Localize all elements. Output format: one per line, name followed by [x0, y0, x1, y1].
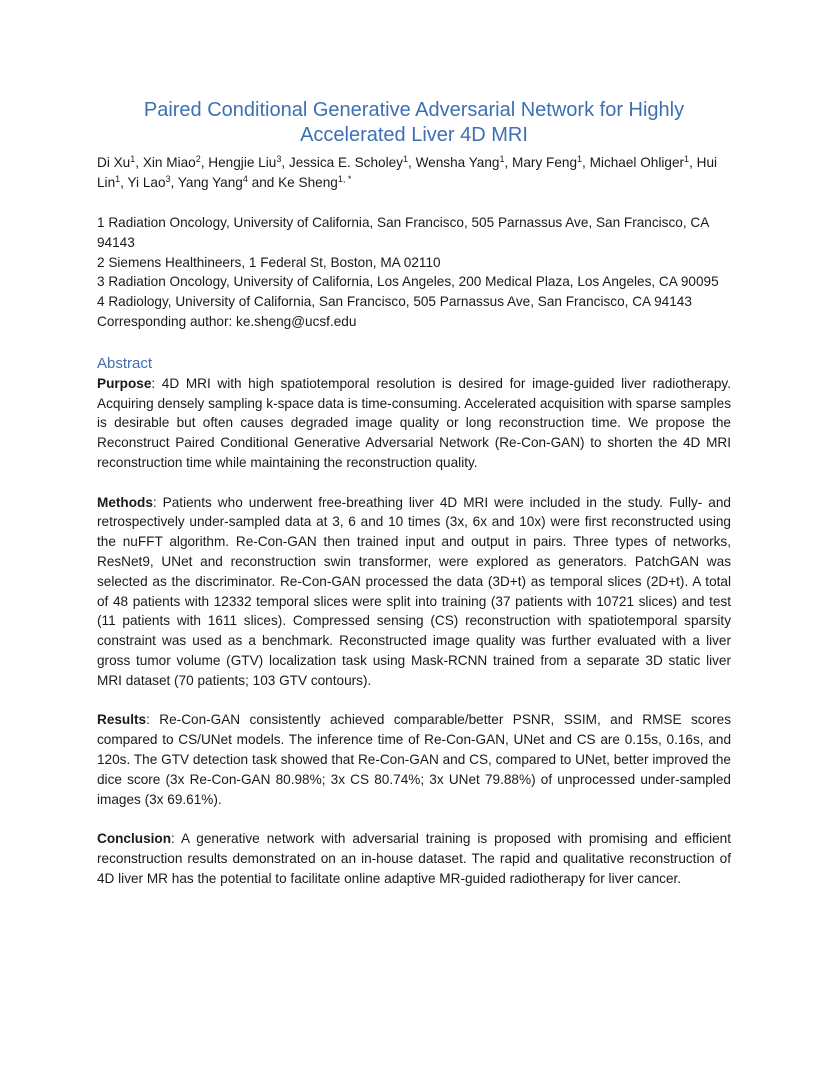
author-affiliation-mark: 3 [165, 173, 171, 184]
author-affiliation-mark: 1 [577, 154, 583, 164]
author: Hui Lin [97, 155, 718, 190]
author-separator: , [504, 155, 513, 170]
author-separator: , [120, 174, 128, 190]
author-affiliation-mark: 1 [130, 154, 136, 164]
author-list [97, 153, 731, 192]
paper-title-line-1: Paired Conditional Generative Adversarial Network for Highly [143, 99, 685, 121]
paper-title-line-2: Accelerated Liver 4D MRI [300, 124, 528, 146]
author-separator: , [200, 155, 209, 170]
section-label-results: Results [97, 712, 147, 728]
section-text-methods: : Patients who underwent free-breathing liver 4D MRI were included in the study. Fully- and retrospectively under-sampled data at 3, 6 and 10 times (3x, 6x and 10x) were first reconstructed using the nuFFT algorithm. Re-Con-GAN then trained input and output in pairs. Three types of networks, ResNet9, UNet and reconstruction swin transformer, were explored as generators. PatchGAN was selected as the discriminator. Re-Con-GAN processed the data (3D+t) as temporal slices (2D+t). A total of 48 patients with 12332 temporal slices were split into training (37 patients with 10721 slices) and test (11 patients with 1611 slices). Compressed sensing (CS) reconstruction with spatiotemporal sparsity constraint was used as a benchmark. Reconstructed image quality was further evaluated with a liver gross tumor volume (GTV) localization task using Mask-RCNN trained from a separate 3D static liver MRI dataset (70 patients; 103 GTV contours). [97, 494, 731, 688]
affiliation-2: 2 Siemens Healthineers, 1 Federal St, Boston, MA 02110 [97, 254, 441, 270]
section-label-methods: Methods [97, 494, 153, 510]
author-separator: , [689, 155, 697, 170]
author-affiliation-mark: 1 [402, 154, 408, 164]
paper-title [97, 98, 731, 148]
abstract-conclusion [97, 829, 731, 888]
section-text-purpose: : 4D MRI with high spatiotemporal resolution is desired for image-guided liver radiotherapy. Acquiring densely sampling k-space data is time-consuming. Accelerated acquisition with sparse samples is desirable but often causes degraded image quality or long reconstruction time. We propose the Reconstruct Paired Conditional Generative Adversarial Network (Re-Con-GAN) to shorten the 4D MRI reconstruction time while maintaining the reconstruction quality. [97, 375, 731, 470]
section-text-results: : Re-Con-GAN consistently achieved comparable/better PSNR, SSIM, and RMSE scores compared to CS/UNet models. The inference time of Re-Con-GAN, UNet and CS are 0.15s, 0.16s, and 120s. The GTV detection task showed that Re-Con-GAN and CS, compared to UNet, better improved the dice score (3x Re-Con-GAN 80.98%; 3x CS 80.74%; 3x UNet 79.88%) of unprocessed under-sampled images (3x 69.61%). [97, 712, 731, 807]
author: Xin Miao [142, 155, 196, 170]
author-separator: , [408, 155, 416, 170]
author: Mary Feng [512, 155, 578, 170]
author-separator: , [582, 155, 590, 170]
author-affiliation-mark: 2 [195, 154, 201, 164]
author-separator: , [281, 155, 289, 170]
affiliation-list [97, 213, 731, 332]
author: Yi Lao [127, 174, 166, 190]
abstract-methods [97, 493, 731, 691]
author-affiliation-mark: 1 [684, 154, 690, 164]
author: Ke Sheng [278, 174, 338, 190]
affiliation-4: 4 Radiology, University of California, San Francisco, 505 Parnassus Ave, San Francisco, CA 94143 [97, 294, 692, 310]
author-separator: , [135, 155, 143, 170]
author-separator: and [247, 174, 279, 190]
author: Di Xu [97, 155, 131, 170]
abstract-heading: Abstract [97, 354, 153, 372]
affiliation-1: 1 Radiation Oncology, University of California, San Francisco, 505 Parnassus Ave, San Francisco, CA 94143 [97, 215, 709, 250]
author-affiliation-mark: 4 [242, 173, 248, 184]
abstract-purpose [97, 374, 731, 473]
affiliation-3: 3 Radiation Oncology, University of California, Los Angeles, 200 Medical Plaza, Los Angeles, CA 90095 [97, 274, 719, 290]
author-affiliation-mark: 1 [115, 173, 121, 184]
author-separator: , [170, 174, 178, 190]
author: Yang Yang [177, 174, 243, 190]
abstract-results [97, 710, 731, 809]
author: Hengjie Liu [208, 155, 277, 170]
author-affiliation-mark: 1, * [337, 173, 352, 184]
paper-page [97, 98, 731, 889]
author-affiliation-mark: 3 [276, 154, 282, 164]
section-label-conclusion: Conclusion [97, 831, 172, 847]
author-affiliation-mark: 1 [499, 154, 505, 164]
section-text-conclusion: : A generative network with adversarial training is proposed with promising and efficient reconstruction results demonstrated on an in-house dataset. The rapid and qualitative reconstruction of 4D liver MR has the potential to facilitate online adaptive MR-guided radiotherapy for liver cancer. [97, 831, 731, 886]
author: Wensha Yang [415, 155, 500, 170]
author: Jessica E. Scholey [288, 155, 403, 170]
section-label-purpose: Purpose [97, 375, 152, 391]
author: Michael Ohliger [589, 155, 685, 170]
corresponding-author: Corresponding author: ke.sheng@ucsf.edu [97, 313, 357, 329]
